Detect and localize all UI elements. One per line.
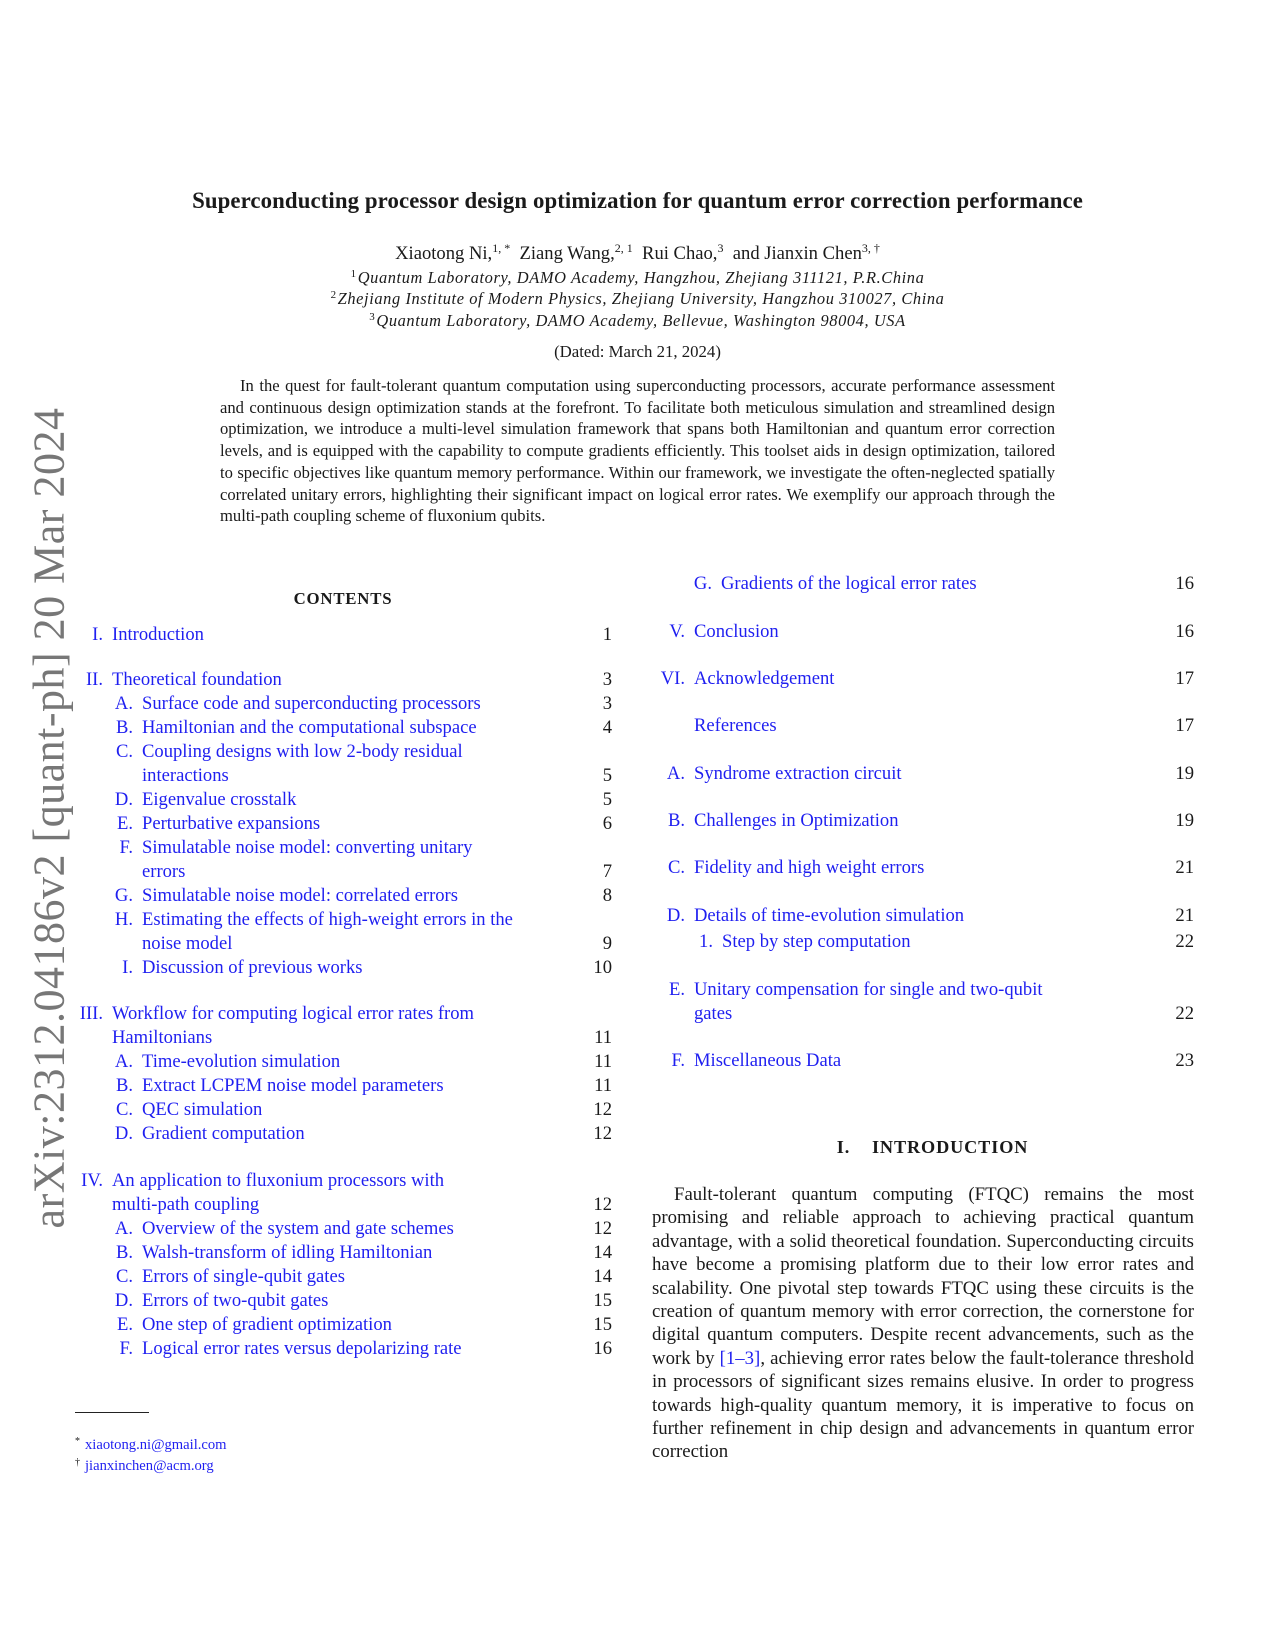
toc-entry-number[interactable]: F.	[671, 1050, 685, 1071]
toc-page-number: 23	[1175, 1050, 1194, 1071]
toc-entry-link[interactable]: Eigenvalue crosstalk	[142, 789, 297, 810]
author-list	[60, 241, 1215, 265]
toc-entry-link-continued[interactable]: noise model	[142, 933, 233, 954]
toc-page-number: 14	[593, 1266, 612, 1287]
toc-entry-link-continued[interactable]: interactions	[142, 765, 229, 786]
toc-page-number: 16	[593, 1338, 612, 1359]
toc-entry-number[interactable]: D.	[666, 905, 685, 926]
toc-entry-number[interactable]: III.	[79, 1003, 103, 1024]
toc-page-number: 15	[593, 1290, 612, 1311]
toc-entry-link[interactable]: Introduction	[112, 624, 204, 645]
toc-entry-link[interactable]: Simulatable noise model: converting unitary	[142, 837, 473, 858]
author-name: Ziang Wang,	[519, 243, 615, 264]
toc-page-number: 17	[1175, 715, 1194, 736]
toc-entry-link[interactable]: Discussion of previous works	[142, 957, 363, 978]
toc-entry-link[interactable]: An application to fluxonium processors with	[112, 1170, 445, 1191]
toc-entry-link[interactable]: Workflow for computing logical error rates from	[112, 1003, 474, 1024]
toc-page-number: 12	[593, 1123, 612, 1144]
toc-entry-link-continued[interactable]: Hamiltonians	[112, 1027, 213, 1048]
toc-entry-number[interactable]: B.	[115, 1075, 133, 1096]
toc-entry-link[interactable]: Unitary compensation for single and two-qubit	[694, 979, 1043, 1000]
toc-entry-link[interactable]: Overview of the system and gate schemes	[142, 1218, 454, 1239]
toc-entry-number[interactable]: E.	[668, 979, 685, 1000]
toc-entry-link[interactable]: Syndrome extraction circuit	[694, 763, 902, 784]
email-link[interactable]: jianxinchen@acm.org	[85, 1458, 214, 1474]
author-affil-mark: 3	[717, 241, 724, 255]
dated-line: (Dated: March 21, 2024)	[554, 342, 721, 361]
toc-heading: CONTENTS	[293, 589, 393, 608]
toc-entry-link[interactable]: Acknowledgement	[694, 668, 835, 689]
email-link[interactable]: xiaotong.ni@gmail.com	[85, 1437, 227, 1453]
toc-page-number: 12	[593, 1194, 612, 1215]
abstract	[220, 375, 1055, 527]
toc-page-number: 17	[1175, 668, 1194, 689]
toc-entry-link[interactable]: Theoretical foundation	[112, 669, 282, 690]
toc-entry-number[interactable]: E.	[116, 813, 133, 834]
paper-title: Superconducting processor design optimization for quantum error correction performance	[192, 188, 1083, 213]
affiliation: $^2$Zhejiang Institute of Modern Physics, Zhejiang University, Hangzhou 310027, China	[330, 289, 945, 308]
toc-entry-number[interactable]: H.	[114, 909, 133, 930]
toc-entry-link[interactable]: Hamiltonian and the computational subspace	[142, 717, 477, 738]
toc-page-number: 22	[1175, 1003, 1194, 1024]
toc-page-number: 11	[594, 1027, 612, 1048]
footnote: † jianxinchen@acm.org	[75, 1457, 214, 1474]
section-heading-introduction: I. INTRODUCTION	[836, 1137, 1029, 1157]
author-affil-mark: 2, 1	[614, 241, 633, 255]
toc-page-number: 16	[1175, 573, 1194, 594]
toc-entry-number[interactable]: C.	[115, 1099, 133, 1120]
toc-entry-link[interactable]: One step of gradient optimization	[142, 1314, 392, 1335]
toc-entry-number[interactable]: A.	[666, 763, 685, 784]
toc-entry-link[interactable]: Fidelity and high weight errors	[694, 857, 925, 878]
toc-page-number: 21	[1175, 905, 1194, 926]
toc-page-number: 9	[602, 933, 612, 954]
toc-page-number: 1	[602, 624, 612, 645]
toc-entry-link[interactable]: Errors of two-qubit gates	[142, 1290, 329, 1311]
author-name: and Jianxin Chen	[732, 243, 862, 264]
toc-entry-link[interactable]: Surface code and superconducting processors	[142, 693, 481, 714]
toc-page-number: 11	[594, 1075, 612, 1096]
toc-entry-number[interactable]: B.	[115, 717, 133, 738]
affiliation: $^1$Quantum Laboratory, DAMO Academy, Hangzhou, Zhejiang 311121, P.R.China	[350, 268, 925, 287]
toc-entry-link[interactable]: Conclusion	[694, 621, 779, 642]
toc-entry-number[interactable]: IV.	[81, 1170, 103, 1191]
toc-page-number: 22	[1175, 931, 1194, 952]
toc-entry-link-continued[interactable]: errors	[142, 861, 186, 882]
toc-entry-link[interactable]: Estimating the effects of high-weight errors in the	[142, 909, 513, 930]
toc-page-number: 19	[1175, 810, 1194, 831]
toc-entry-link[interactable]: Step by step computation	[722, 931, 911, 952]
toc-entry-number[interactable]: C.	[115, 741, 133, 762]
introduction-paragraph: Fault-tolerant quantum computing (FTQC) remains the most promising and reliable approach to achieving practical quantum advantage, with a solid theoretical foundation. Superconducting circuits have become a promising platform due to their low error rates and scalability. One pivotal step towards FTQC using these circuits is the creation of quantum memory with error correction, the cornerstone for digital quantum computers. Despite recent advancements, such as the work by [1–3], achieving error rates below the fault-tolerance threshold in processors of significant sizes remains elusive. In order to progress towards high-quality quantum memory, it is imperative to focus on further refinement in chip design and advancements in quantum error correction	[652, 1184, 1194, 1463]
toc-page-number: 14	[593, 1242, 612, 1263]
toc-entry-number[interactable]: G.	[693, 573, 712, 594]
author-affil-mark: 1, *	[492, 241, 511, 255]
author-name: Rui Chao,	[642, 243, 718, 264]
toc-page-number: 11	[594, 1051, 612, 1072]
toc-entry-number[interactable]: D.	[114, 1290, 133, 1311]
toc-entry-number[interactable]: B.	[667, 810, 685, 831]
toc-entry-number[interactable]: A.	[114, 1218, 133, 1239]
citation-link[interactable]: [1–3]	[719, 1347, 761, 1369]
toc-entry-link[interactable]: Logical error rates versus depolarizing rate	[142, 1338, 462, 1359]
toc-entry-link-continued[interactable]: gates	[694, 1003, 733, 1024]
toc-entry-link[interactable]: Gradients of the logical error rates	[721, 573, 977, 594]
toc-entry-number[interactable]: C.	[667, 857, 685, 878]
toc-entry-link[interactable]: References	[694, 715, 777, 736]
toc-entry-link[interactable]: Perturbative expansions	[142, 813, 321, 834]
toc-page-number: 5	[602, 765, 612, 786]
toc-entry-number[interactable]: G.	[114, 885, 133, 906]
toc-entry-number[interactable]: 1.	[699, 931, 713, 952]
toc-page-number: 6	[602, 813, 612, 834]
affiliation: $^3$Quantum Laboratory, DAMO Academy, Bellevue, Washington 98004, USA	[369, 311, 906, 330]
arxiv-identifier: arXiv:2312.04186v2 [quant-ph] 20 Mar 2024	[24, 407, 74, 1229]
toc-entry-link-continued[interactable]: multi-path coupling	[112, 1194, 260, 1215]
footnote-rule	[75, 1412, 149, 1413]
footnote: * xiaotong.ni@gmail.com	[75, 1436, 227, 1453]
toc-entry-number[interactable]: D.	[114, 1123, 133, 1144]
toc-entry-number[interactable]: F.	[119, 837, 133, 858]
toc-page-number: 15	[593, 1314, 612, 1335]
author-name: Xiaotong Ni,	[395, 243, 493, 264]
toc-page-number: 19	[1175, 763, 1194, 784]
abstract-text: In the quest for fault-tolerant quantum computation using superconducting processors, accurate performance assessment and continuous design optimization stands at the forefront. To facilitate both meticulous simulation and streamlined design optimization, we introduce a multi-level simulation framework that spans both Hamiltonian and quantum error correction levels, and is equipped with the capability to compute gradients efficiently. This toolset aids in design optimization, tailored to specific objectives like quantum memory performance. Within our framework, we investigate the often-neglected spatially correlated unitary errors, highlighting their significant impact on logical error rates. We exemplify our approach through the multi-path coupling scheme of fluxonium qubits.	[220, 376, 1055, 526]
author-affil-mark: 3, †	[861, 241, 880, 255]
toc-entry-link[interactable]: Simulatable noise model: correlated errors	[142, 885, 458, 906]
toc-entry-link[interactable]: Time-evolution simulation	[142, 1051, 341, 1072]
toc-entry-number[interactable]: II.	[85, 669, 103, 690]
toc-entry-link[interactable]: Challenges in Optimization	[694, 810, 899, 831]
toc-page-number: 3	[602, 693, 612, 714]
toc-page-number: 3	[602, 669, 612, 690]
toc-entry-number[interactable]: B.	[115, 1242, 133, 1263]
toc-entry-number[interactable]: A.	[114, 1051, 133, 1072]
toc-entry-link[interactable]: Extract LCPEM noise model parameters	[142, 1075, 444, 1096]
toc-page-number: 21	[1175, 857, 1194, 878]
toc-entry-number[interactable]: D.	[114, 789, 133, 810]
toc-entry-number[interactable]: E.	[116, 1314, 133, 1335]
toc-page-number: 8	[602, 885, 612, 906]
toc-page-number: 7	[602, 861, 612, 882]
toc-entry-number[interactable]: F.	[119, 1338, 133, 1359]
introduction-body	[652, 1183, 1194, 1464]
toc-entry-link[interactable]: Walsh-transform of idling Hamiltonian	[142, 1242, 433, 1263]
toc-entry-number[interactable]: VI.	[660, 668, 685, 689]
toc-page-number: 5	[602, 789, 612, 810]
toc-entry-link[interactable]: Coupling designs with low 2-body residual	[142, 741, 463, 762]
toc-page-number: 12	[593, 1099, 612, 1120]
toc-page-number: 4	[602, 717, 612, 738]
toc-page-number: 12	[593, 1218, 612, 1239]
toc-page-number: 16	[1175, 621, 1194, 642]
toc-page-number: 10	[593, 957, 612, 978]
toc-entry-link[interactable]: QEC simulation	[142, 1099, 263, 1120]
toc-entry-link[interactable]: Errors of single-qubit gates	[142, 1266, 345, 1287]
toc-entry-number[interactable]: A.	[114, 693, 133, 714]
toc-entry-link[interactable]: Details of time-evolution simulation	[694, 905, 965, 926]
toc-entry-link[interactable]: Miscellaneous Data	[694, 1050, 842, 1071]
toc-entry-link[interactable]: Gradient computation	[142, 1123, 305, 1144]
toc-entry-number[interactable]: I.	[92, 624, 103, 645]
toc-entry-number[interactable]: C.	[115, 1266, 133, 1287]
toc-entry-number[interactable]: V.	[669, 621, 685, 642]
toc-entry-number[interactable]: I.	[122, 957, 133, 978]
arxiv-sidebar	[18, 407, 80, 1229]
